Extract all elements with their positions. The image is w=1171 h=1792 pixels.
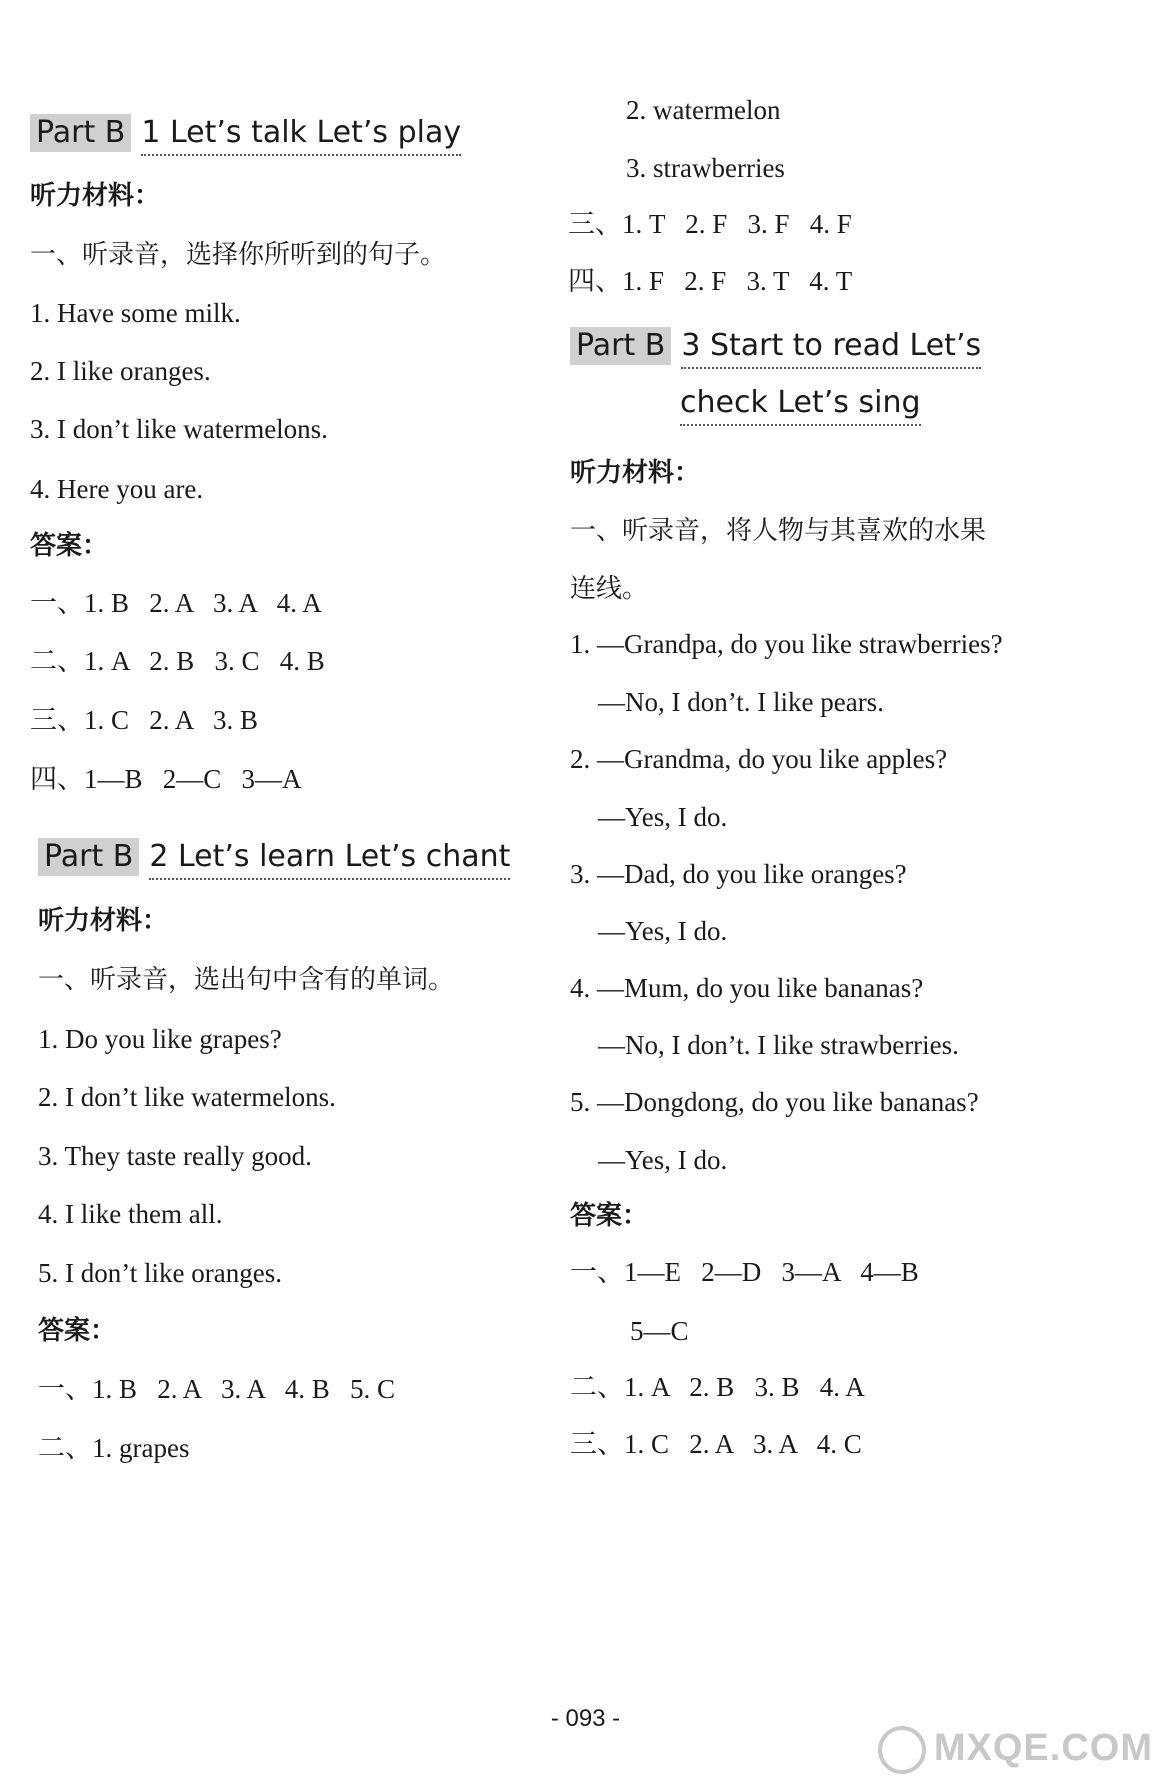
part-tag: Part B [570, 327, 671, 365]
answer-line: 一、1. B 2. A 3. A 4. B 5. C [38, 1374, 396, 1404]
answer-line: 一、1. B 2. A 3. A 4. A [30, 588, 322, 618]
dialogue-line: —Yes, I do. [598, 1145, 728, 1175]
dialogue-line: 4. —Mum, do you like bananas? [570, 973, 924, 1003]
transcript-line: 5. I don’t like oranges. [38, 1258, 282, 1288]
question-instruction: 一、听录音，将人物与其喜欢的水果 [570, 516, 987, 546]
answer-label: 答案： [570, 1201, 649, 1231]
part-tag: Part B [30, 114, 131, 152]
dialogue-line: —Yes, I do. [598, 802, 728, 832]
section-title-line2: check Let’s sing [680, 385, 921, 426]
question-instruction: 一、听录音，选出句中含有的单词。 [38, 965, 455, 995]
answer-label: 答案： [30, 531, 109, 561]
watermark-text: MXQE.COM [933, 1727, 1153, 1770]
question-instruction: 一、听录音，选择你所听到的句子。 [30, 240, 447, 270]
section-title: 1 Let’s talk Let’s play [141, 115, 461, 156]
section-title: 2 Let’s learn Let’s chant [149, 839, 510, 880]
watermark-logo-icon [878, 1726, 926, 1774]
part-tag: Part B [38, 838, 139, 876]
transcript-line: 1. Have some milk. [30, 298, 241, 328]
section-heading-1 [30, 114, 461, 152]
listening-label: 听力材料： [30, 181, 161, 211]
transcript-line: 3. I don’t like watermelons. [30, 414, 328, 444]
section-title: 3 Start to read Let’s [681, 328, 981, 369]
transcript-line: 1. Do you like grapes? [38, 1024, 282, 1054]
answer-line: 3. strawberries [626, 153, 785, 183]
listening-label: 听力材料： [570, 458, 701, 488]
answer-label: 答案： [38, 1316, 117, 1346]
answer-line: 二、1. A 2. B 3. C 4. B [30, 646, 325, 676]
dialogue-line: —No, I don’t. I like strawberries. [598, 1030, 959, 1060]
dialogue-line: 3. —Dad, do you like oranges? [570, 859, 907, 889]
transcript-line: 2. I like oranges. [30, 356, 211, 386]
answer-line: 四、1. F 2. F 3. T 4. T [568, 266, 853, 296]
dialogue-line: 1. —Grandpa, do you like strawberries? [570, 629, 1003, 659]
watermark [878, 1726, 1153, 1774]
dialogue-line: 2. —Grandma, do you like apples? [570, 744, 948, 774]
section-title-continued [680, 385, 921, 420]
section-heading-2 [38, 838, 510, 876]
answer-line: 三、1. T 2. F 3. F 4. F [568, 209, 852, 239]
page-number: - 093 - [550, 1705, 621, 1732]
answer-line: 三、1. C 2. A 3. B [30, 705, 259, 735]
answer-line: 2. watermelon [626, 95, 781, 125]
answer-line: 三、1. C 2. A 3. A 4. C [570, 1429, 862, 1459]
dialogue-line: 5. —Dongdong, do you like bananas? [570, 1087, 979, 1117]
transcript-line: 4. I like them all. [38, 1199, 223, 1229]
transcript-line: 4. Here you are. [30, 474, 204, 504]
answer-line: 一、1—E 2—D 3—A 4—B [570, 1257, 919, 1287]
answer-line: 四、1—B 2—C 3—A [30, 764, 302, 794]
transcript-line: 3. They taste really good. [38, 1141, 312, 1171]
answer-line: 5—C [630, 1316, 689, 1346]
question-instruction-cont: 连线。 [570, 574, 649, 604]
listening-label: 听力材料： [38, 906, 169, 936]
transcript-line: 2. I don’t like watermelons. [38, 1082, 336, 1112]
section-heading-3 [570, 327, 981, 365]
dialogue-line: —No, I don’t. I like pears. [598, 687, 884, 717]
dialogue-line: —Yes, I do. [598, 916, 728, 946]
answer-line: 二、1. grapes [38, 1433, 190, 1463]
answer-line: 二、1. A 2. B 3. B 4. A [570, 1372, 865, 1402]
